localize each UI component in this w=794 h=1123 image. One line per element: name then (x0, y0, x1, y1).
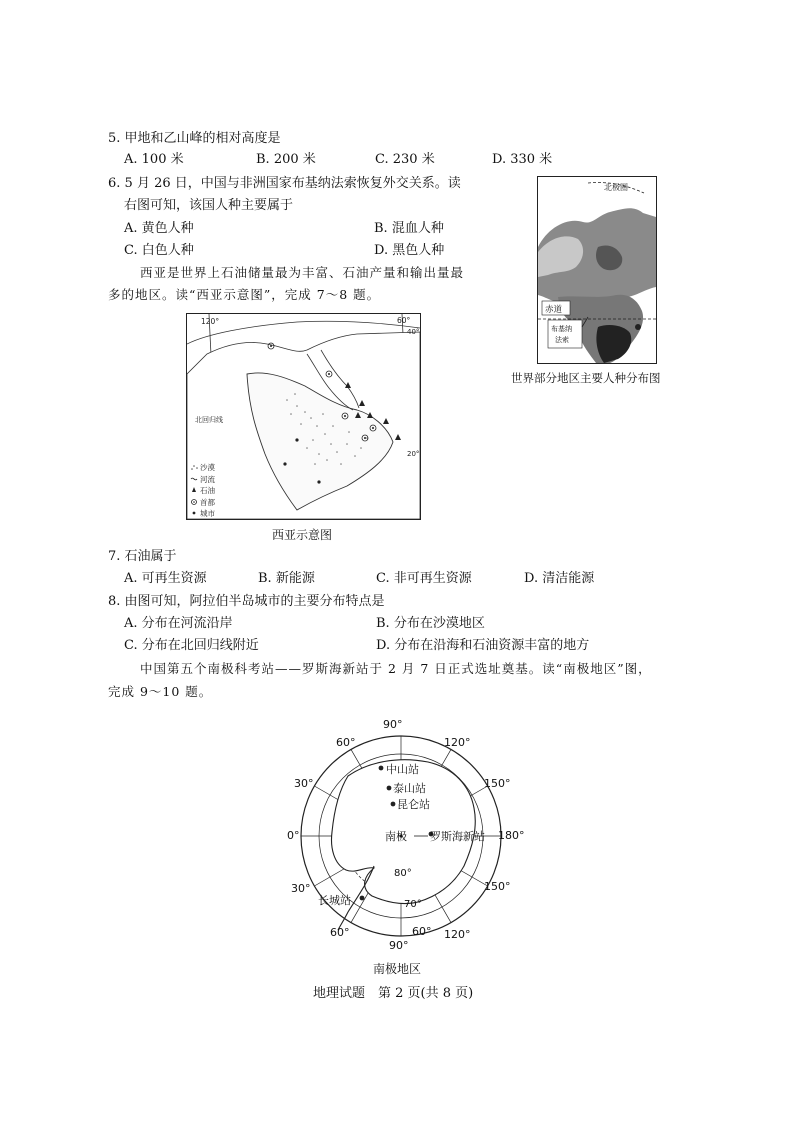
q6-option-b: B. 混血人种 (374, 221, 444, 236)
q8-option-d: D. 分布在沿海和石油资源丰富的地方 (376, 638, 590, 653)
q7-option-a: A. 可再生资源 (124, 571, 207, 586)
ross-station-label: 罗斯海新站 (430, 830, 485, 843)
legend-desert: 沙漠 (200, 463, 215, 472)
zhongshan-station-label: 中山站 (386, 763, 419, 776)
q8-option-a: A. 分布在河流沿岸 (124, 616, 233, 631)
q8-option-c: C. 分布在北回归线附近 (124, 638, 259, 653)
race-map-caption: 世界部分地区主要人种分布图 (511, 371, 661, 385)
west-asia-intro-line1: 西亚是世界上石油储量最为丰富、石油产量和输出量最 (140, 265, 465, 280)
deg-120-bottom-right: 120° (444, 928, 471, 941)
q5-option-a: A. 100 米 (124, 152, 184, 167)
q6-option-a: A. 黄色人种 (124, 221, 194, 236)
q6-option-c: C. 白色人种 (124, 243, 194, 258)
race-map-graphic (538, 177, 656, 363)
lat-80: 80° (394, 868, 412, 879)
deg-60-bottom-inner: 60° (412, 925, 432, 938)
q7-option-c: C. 非可再生资源 (376, 571, 472, 586)
q5-stem: 5. 甲地和乙山峰的相对高度是 (108, 131, 281, 146)
q5-option-b: B. 200 米 (256, 152, 316, 167)
deg-30-bottom-left: 30° (291, 882, 311, 895)
q5-option-d: D. 330 米 (492, 152, 553, 167)
legend-city: 城市 (200, 509, 215, 518)
deg-150-bottom-right: 150° (484, 880, 511, 893)
region-black (596, 325, 631, 363)
antarctic-caption: 南极地区 (373, 962, 422, 976)
tick-60: 60° (397, 316, 411, 325)
q5-option-c: C. 230 米 (375, 152, 435, 167)
q6-stem-line1: 6. 5 月 26 日，中国与非洲国家布基纳法索恢复外交关系。读 (108, 176, 461, 191)
west-asia-caption: 西亚示意图 (272, 528, 333, 542)
q7-option-d: D. 清洁能源 (524, 571, 595, 586)
deg-60-top-left: 60° (336, 736, 356, 749)
west-asia-intro-line2: 多的地区。读“西亚示意图”，完成 7～8 题。 (108, 287, 381, 302)
lat-70: 70° (404, 899, 422, 910)
taishan-station-label: 泰山站 (393, 782, 426, 795)
race-distribution-map (537, 176, 657, 364)
equator-label: 赤道 (545, 305, 563, 315)
deg-120-top-right: 120° (444, 736, 471, 749)
q6-stem-line2: 右图可知，该国人种主要属于 (124, 198, 294, 213)
legend-oil: 石油 (200, 486, 215, 495)
legend-capital: 首都 (200, 498, 215, 507)
great-wall-station-label: 长城站 (318, 894, 351, 907)
antarctic-intro-line1: 中国第五个南极科考站——罗斯海新站于 2 月 7 日正式选址奠基。读“南极地区”图， (140, 661, 652, 676)
q7-stem: 7. 石油属于 (108, 549, 177, 564)
q6-option-d: D. 黑色人种 (374, 243, 445, 258)
west-asia-map-graphic (187, 314, 420, 519)
q7-option-b: B. 新能源 (258, 571, 315, 586)
legend-river: 河流 (200, 475, 215, 484)
deg-180: 180° (498, 829, 525, 842)
tropic-label: 北回归线 (195, 416, 223, 424)
q8-stem: 8. 由图可知，阿拉伯半岛城市的主要分布特点是 (108, 594, 385, 609)
deg-150-right: 150° (484, 777, 511, 790)
deg-0: 0° (287, 829, 300, 842)
tick-40: 40° (407, 328, 420, 336)
antarctic-intro-line2: 完成 9～10 题。 (108, 684, 213, 699)
kunlun-station-label: 昆仑站 (397, 798, 430, 811)
deg-90-bottom: 90° (389, 939, 409, 952)
tick-120: 120° (201, 317, 220, 326)
deg-60-bottom-left: 60° (330, 926, 350, 939)
antarctic-map-graphic (278, 716, 528, 956)
deg-30-left: 30° (294, 777, 314, 790)
south-pole-label: 南极 (385, 830, 407, 843)
madagascar-mark (635, 324, 641, 330)
west-asia-map (186, 313, 421, 520)
burkina-label-1: 布基纳 (551, 325, 572, 333)
arctic-circle-label: 北极圈 (604, 183, 628, 192)
deg-90-top: 90° (383, 718, 403, 731)
antarctic-map (278, 716, 528, 956)
tick-20: 20° (407, 450, 420, 458)
page-footer: 地理试题 第 2 页(共 8 页) (313, 986, 474, 1001)
burkina-label-2: 法索 (555, 336, 569, 344)
q8-option-b: B. 分布在沙漠地区 (376, 616, 485, 631)
